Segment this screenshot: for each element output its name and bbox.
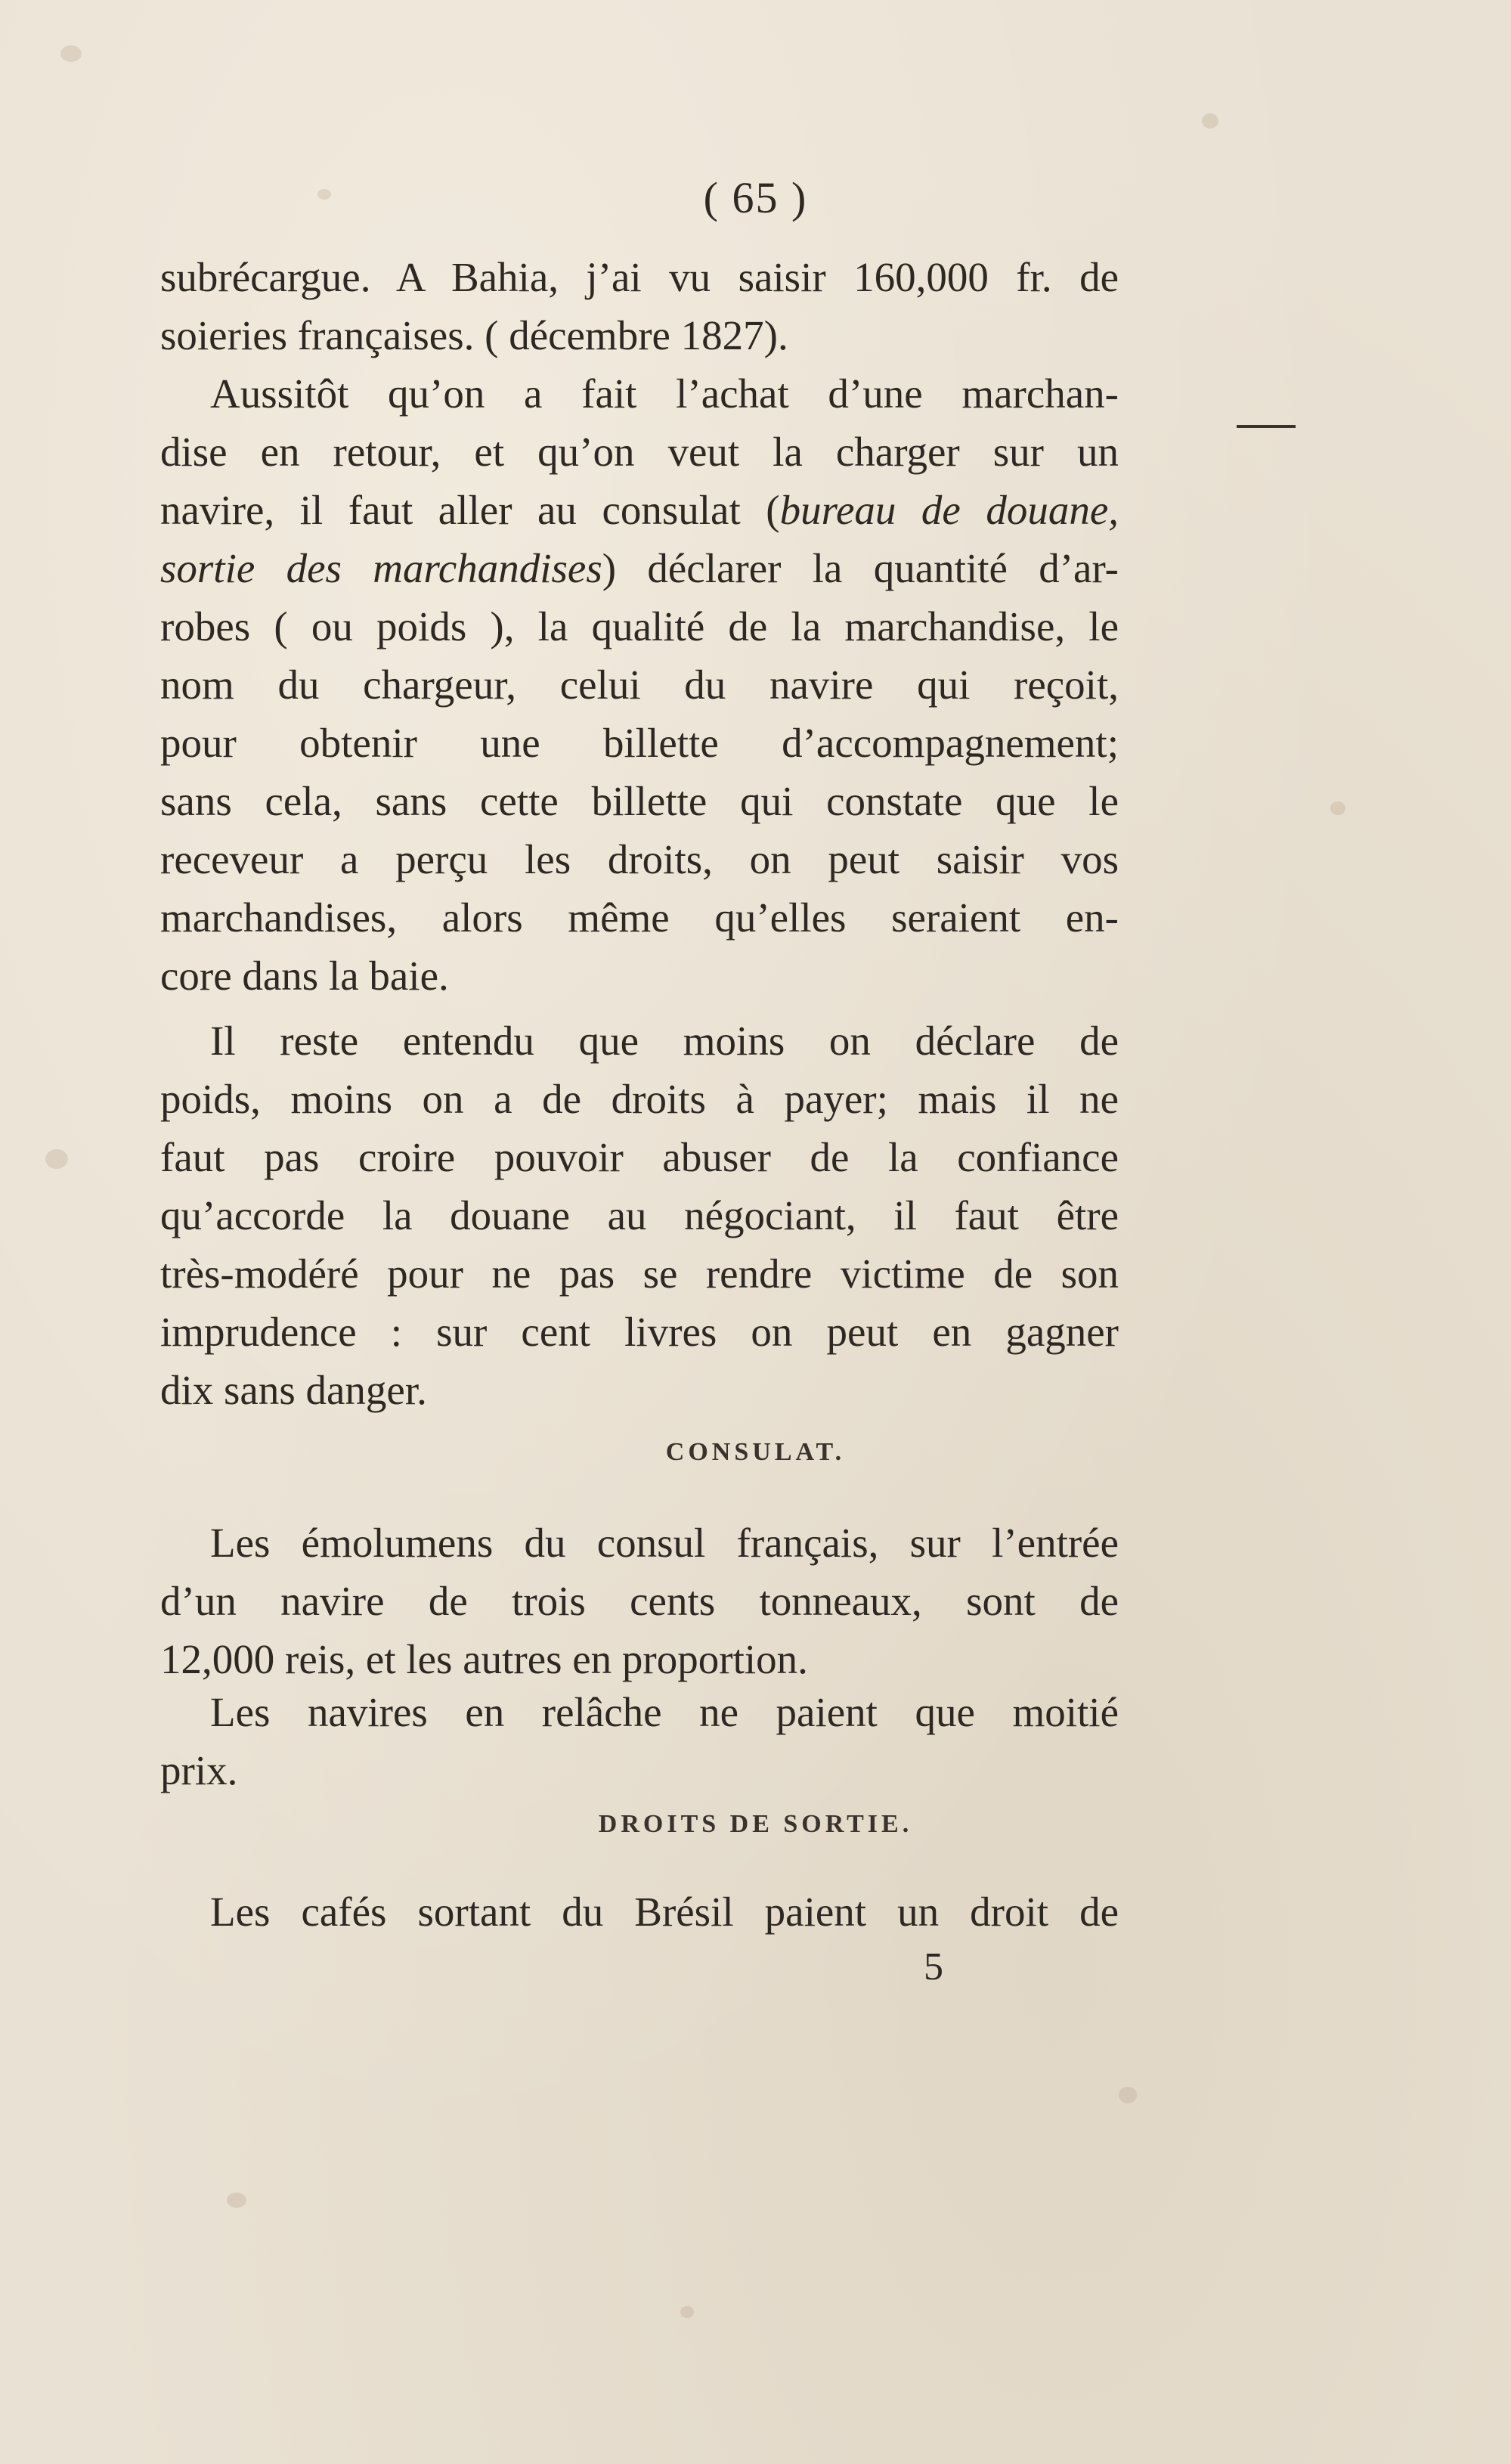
italic-text: sortie des marchandises — [160, 545, 602, 591]
text-line: prix. — [160, 1747, 238, 1793]
text-line: sans cela, sans cette billette qui constate que le — [160, 778, 1119, 824]
text-line: robes ( ou poids ), la qualité de la marchandise, le — [160, 603, 1119, 649]
text-line: imprudence : sur cent livres on peut en gagner — [160, 1309, 1119, 1355]
paper-stain — [45, 1149, 68, 1169]
text-line: Les émolumens du consul français, sur l’entrée — [210, 1520, 1119, 1566]
paragraph-2 — [160, 364, 1119, 1005]
text-line: dix sans danger. — [160, 1367, 427, 1413]
text-line: d’un navire de trois cents tonneaux, sont de — [160, 1578, 1119, 1624]
paper-stain — [60, 45, 82, 62]
text-line: core dans la baie. — [160, 953, 449, 999]
paragraph-6 — [160, 1883, 1119, 1941]
text-line: Il reste entendu que moins on déclare de — [210, 1018, 1119, 1064]
text-line: marchandises, alors même qu’elles seraient en- — [160, 894, 1119, 941]
paper-stain — [1119, 2087, 1137, 2103]
text-run: navire, il faut aller au consulat ( — [160, 487, 780, 533]
paper-stain — [227, 2193, 246, 2208]
margin-mark — [1237, 425, 1296, 428]
paper-stain — [1202, 113, 1218, 129]
text-line: nom du chargeur, celui du navire qui reçoit, — [160, 662, 1119, 708]
text-line: Les navires en relâche ne paient que moitié — [210, 1689, 1119, 1735]
text-line: poids, moins on a de droits à payer; mais il ne — [160, 1076, 1119, 1122]
text-line: dise en retour, et qu’on veut la charger sur un — [160, 429, 1119, 475]
text-line: receveur a perçu les droits, on peut saisir vos — [160, 836, 1119, 882]
text-line: faut pas croire pouvoir abuser de la confiance — [160, 1134, 1119, 1180]
paragraph-1 — [160, 248, 1119, 364]
text-line: Aussitôt qu’on a fait l’achat d’une marchan- — [210, 370, 1119, 417]
section-heading-droits-de-sortie: DROITS DE SORTIE. — [598, 1810, 913, 1838]
text-line: soieries françaises. ( décembre 1827). — [160, 312, 788, 358]
paper-stain — [1330, 801, 1345, 815]
text-run: ) déclarer la quantité d’ar- — [602, 545, 1119, 591]
page-number: ( 65 ) — [703, 173, 808, 222]
italic-text: bureau de douane, — [779, 487, 1119, 533]
text-line: pour obtenir une billette d’accompagnement; — [160, 720, 1119, 766]
text-line: qu’accorde la douane au négociant, il faut être — [160, 1192, 1119, 1238]
paragraph-5 — [160, 1683, 1119, 1799]
section-heading-consulat: CONSULAT. — [665, 1438, 846, 1466]
paragraph-4 — [160, 1514, 1119, 1688]
text-line — [160, 481, 1119, 539]
text-line: Les cafés sortant du Brésil paient un droit de — [210, 1889, 1119, 1935]
text-line: 12,000 reis, et les autres en proportion. — [160, 1636, 808, 1682]
paper-stain — [680, 2306, 694, 2318]
paragraph-3 — [160, 1012, 1119, 1419]
text-line: très-modéré pour ne pas se rendre victime de son — [160, 1251, 1119, 1297]
text-line: subrécargue. A Bahia, j’ai vu saisir 160,000 fr. de — [160, 254, 1119, 300]
text-line — [160, 539, 1119, 597]
signature-mark: 5 — [924, 1945, 943, 1988]
